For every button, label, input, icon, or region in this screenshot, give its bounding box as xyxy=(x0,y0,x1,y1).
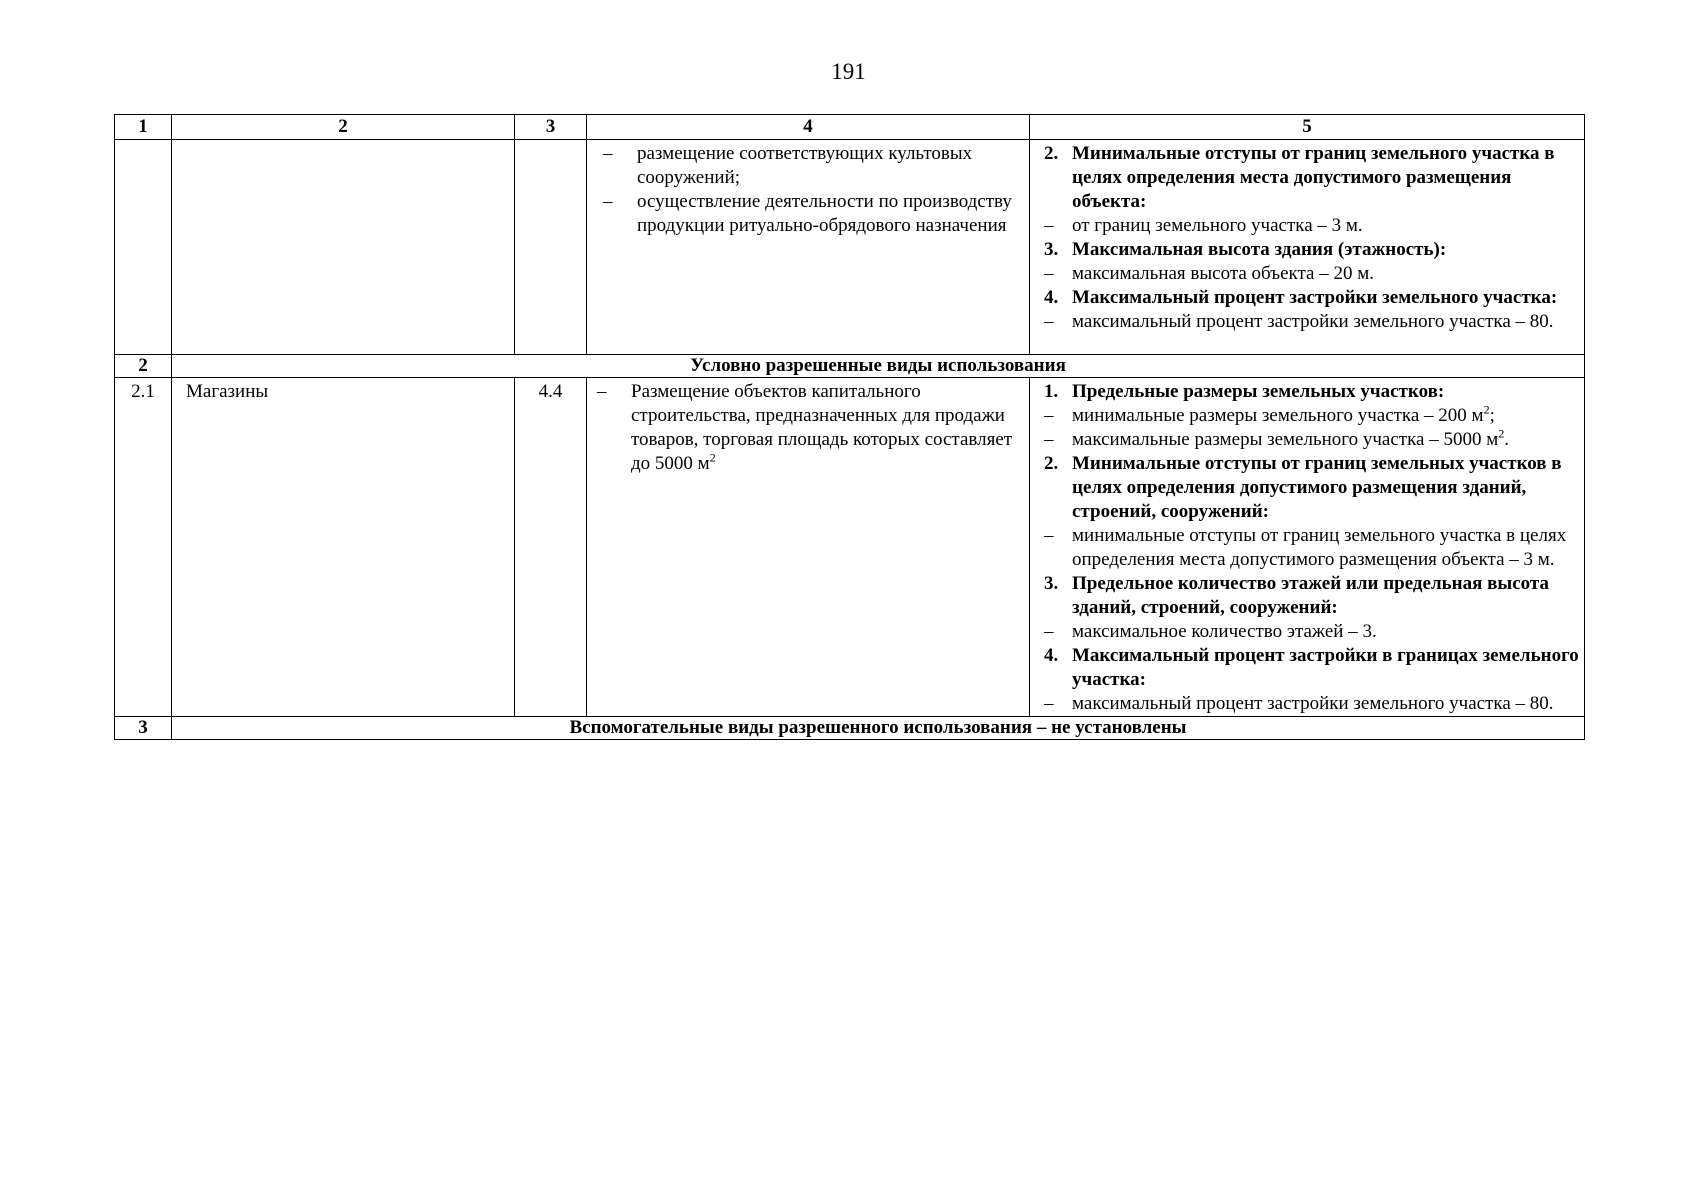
param-item xyxy=(1030,214,1580,238)
param-text: минимальные размеры земельного участка – 200 м xyxy=(1072,405,1484,426)
row-name: Магазины xyxy=(172,378,515,717)
continued-params-cell xyxy=(1030,140,1585,355)
param-heading xyxy=(1030,142,1580,214)
param-text: Максимальная высота здания (этажность): xyxy=(1072,239,1447,260)
header-col-2: 2 xyxy=(172,115,515,140)
row-description-cell xyxy=(587,378,1030,717)
row-params-list xyxy=(1030,380,1580,716)
param-text: Минимальные отступы от границ земельных участков в целях определения допустимого размещения зданий, строений, сооружений: xyxy=(1072,453,1562,522)
param-text: максимальное количество этажей – 3. xyxy=(1072,621,1377,642)
param-marker: 3. xyxy=(1044,239,1059,260)
param-marker: – xyxy=(1044,621,1054,642)
superscript: 2 xyxy=(1483,402,1490,417)
header-col-1: 1 xyxy=(115,115,172,140)
param-marker: 4. xyxy=(1044,287,1059,308)
param-text: Предельное количество этажей или предельная высота зданий, строений, сооружений: xyxy=(1072,573,1549,618)
header-col-4: 4 xyxy=(587,115,1030,140)
param-item xyxy=(1030,428,1580,452)
continued-params-list xyxy=(1030,142,1580,334)
continued-num-cell xyxy=(115,140,172,355)
param-heading xyxy=(1030,644,1580,692)
param-text: максимальные размеры земельного участка – 5000 м xyxy=(1072,429,1499,450)
continued-description-list xyxy=(587,140,1029,240)
param-marker: – xyxy=(1044,429,1054,450)
param-item xyxy=(1030,310,1580,334)
param-heading xyxy=(1030,286,1580,310)
list-item: – Размещение объектов капитального строительства, предназначенных для продажи товаров, торговая площадь которых составляет до 5000 $м^2$ xyxy=(597,381,1013,474)
section-row-2 xyxy=(115,355,1585,378)
param-marker: – xyxy=(1044,405,1054,426)
param-marker: – xyxy=(1044,311,1054,332)
param-marker: – xyxy=(1044,263,1054,284)
list-item-text: Размещение объектов капитального строительства, предназначенных для продажи товаров, торговая площадь которых составляет до 5000 м xyxy=(631,381,1013,474)
param-item xyxy=(1030,262,1580,286)
param-marker: 2. xyxy=(1044,453,1059,474)
param-heading xyxy=(1030,452,1580,524)
header-col-5: 5 xyxy=(1030,115,1585,140)
param-marker: 3. xyxy=(1044,573,1059,594)
param-text: максимальный процент застройки земельного участка – 80. xyxy=(1072,693,1554,714)
section-row-3 xyxy=(115,717,1585,740)
param-heading xyxy=(1030,380,1580,404)
param-text: Предельные размеры земельных участков: xyxy=(1072,381,1445,402)
section-num: 2 xyxy=(115,355,172,378)
param-marker: – xyxy=(1044,215,1054,236)
continued-description-cell xyxy=(587,140,1030,355)
row-description-list xyxy=(587,378,1029,478)
param-item xyxy=(1030,524,1580,572)
param-heading xyxy=(1030,572,1580,620)
param-marker: – xyxy=(1044,693,1054,714)
table-row-2-1 xyxy=(115,378,1585,717)
list-item: – осуществление деятельности по производству продукции ритуально-обрядового назначения xyxy=(603,191,1012,236)
superscript: 2 xyxy=(1498,426,1505,441)
zoning-table xyxy=(114,114,1585,740)
header-row xyxy=(115,115,1585,140)
param-text: максимальный процент застройки земельного участка – 80. xyxy=(1072,311,1554,332)
section-title: Условно разрешенные виды использования xyxy=(172,355,1585,378)
param-marker: – xyxy=(1044,525,1054,546)
param-item xyxy=(1030,692,1580,716)
row-num: 2.1 xyxy=(115,378,172,717)
param-punctuation: . xyxy=(1504,429,1509,450)
param-text: Максимальный процент застройки в границах земельного участка: xyxy=(1072,645,1579,690)
continued-name-cell xyxy=(172,140,515,355)
section-title: Вспомогательные виды разрешенного использования – не установлены xyxy=(172,717,1585,740)
list-item-text: размещение соответствующих культовых сооружений; xyxy=(637,143,973,188)
row-params-cell xyxy=(1030,378,1585,717)
param-marker: 4. xyxy=(1044,645,1059,666)
continued-code-cell xyxy=(515,140,587,355)
param-text: Минимальные отступы от границ земельного участка в целях определения места допустимого размещения объекта: xyxy=(1072,143,1555,212)
param-text: максимальная высота объекта – 20 м. xyxy=(1072,263,1374,284)
header-col-3: 3 xyxy=(515,115,587,140)
param-text: Максимальный процент застройки земельного участка: xyxy=(1072,287,1558,308)
param-item xyxy=(1030,620,1580,644)
continued-row xyxy=(115,140,1585,355)
superscript: 2 xyxy=(709,450,716,465)
param-marker: 2. xyxy=(1044,143,1059,164)
page-number: 191 xyxy=(831,59,866,84)
param-heading xyxy=(1030,238,1580,262)
list-item-text: осуществление деятельности по производству продукции ритуально-обрядового назначения xyxy=(637,191,1012,236)
param-item xyxy=(1030,404,1580,428)
param-text: от границ земельного участка – 3 м. xyxy=(1072,215,1363,236)
param-marker: 1. xyxy=(1044,381,1059,402)
list-item: – размещение соответствующих культовых сооружений; xyxy=(603,143,973,188)
row-code: 4.4 xyxy=(515,378,587,717)
param-punctuation: ; xyxy=(1489,405,1495,426)
param-text: минимальные отступы от границ земельного участка в целях определения места допустимого размещения объекта – 3 м. xyxy=(1072,525,1567,570)
section-num: 3 xyxy=(115,717,172,740)
